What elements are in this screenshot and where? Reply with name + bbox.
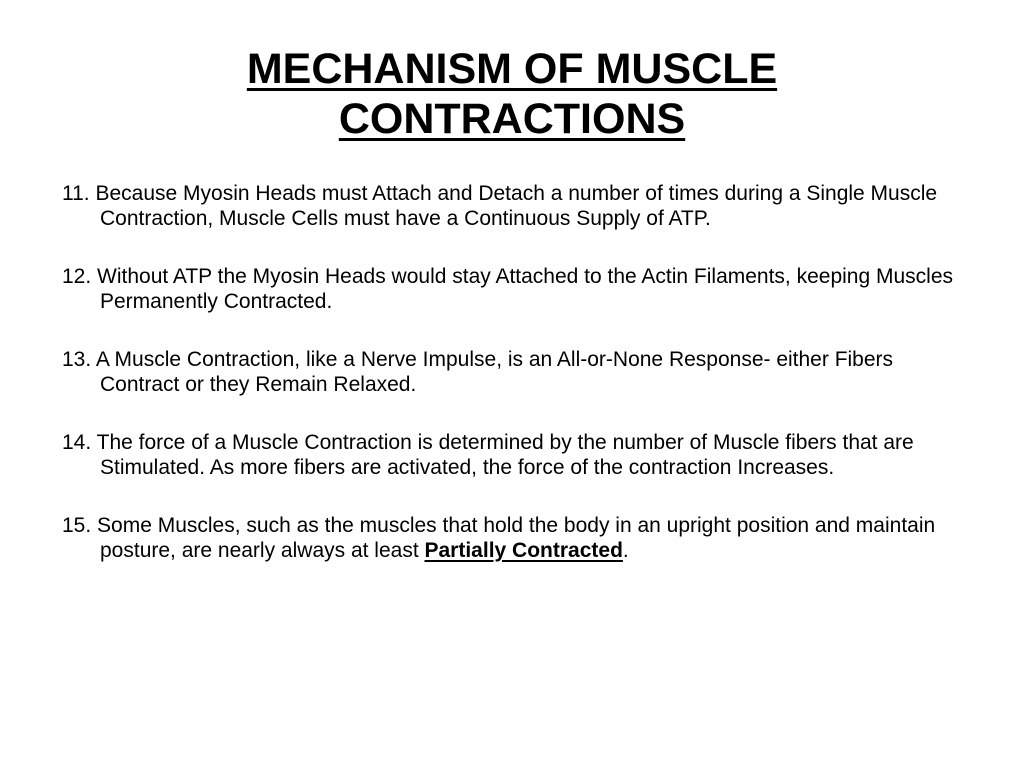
points-list bbox=[62, 181, 972, 596]
point-15-text-after: . bbox=[622, 539, 629, 562]
point-12: 12. Without ATP the Myosin Heads would stay Attached to the Actin Filaments, keeping Muscles Permanently Contracted. bbox=[62, 265, 954, 313]
point-11: 11. Because Myosin Heads must Attach and Detach a number of times during a Single Muscle Contraction, Muscle Cells must have a Continuous Supply of ATP. bbox=[62, 182, 938, 230]
point-13: 13. A Muscle Contraction, like a Nerve Impulse, is an All-or-None Response- either Fibers Contract or they Remain Relaxed. bbox=[62, 348, 894, 396]
point-15-emphasis: Partially Contracted bbox=[424, 539, 623, 562]
slide-title bbox=[150, 44, 874, 144]
point-14: 14. The force of a Muscle Contraction is determined by the number of Muscle fibers that are Stimulated. As more fibers are activated, the force of the contraction Increases. bbox=[62, 431, 914, 479]
point-15-text-before: 15. Some Muscles, such as the muscles that hold the body in an upright position and maintain posture, are nearly always at least bbox=[62, 514, 936, 562]
title-line-2: CONTRACTIONS bbox=[338, 95, 686, 143]
point-15 bbox=[62, 513, 972, 563]
title-line-1: MECHANISM OF MUSCLE bbox=[246, 45, 778, 93]
